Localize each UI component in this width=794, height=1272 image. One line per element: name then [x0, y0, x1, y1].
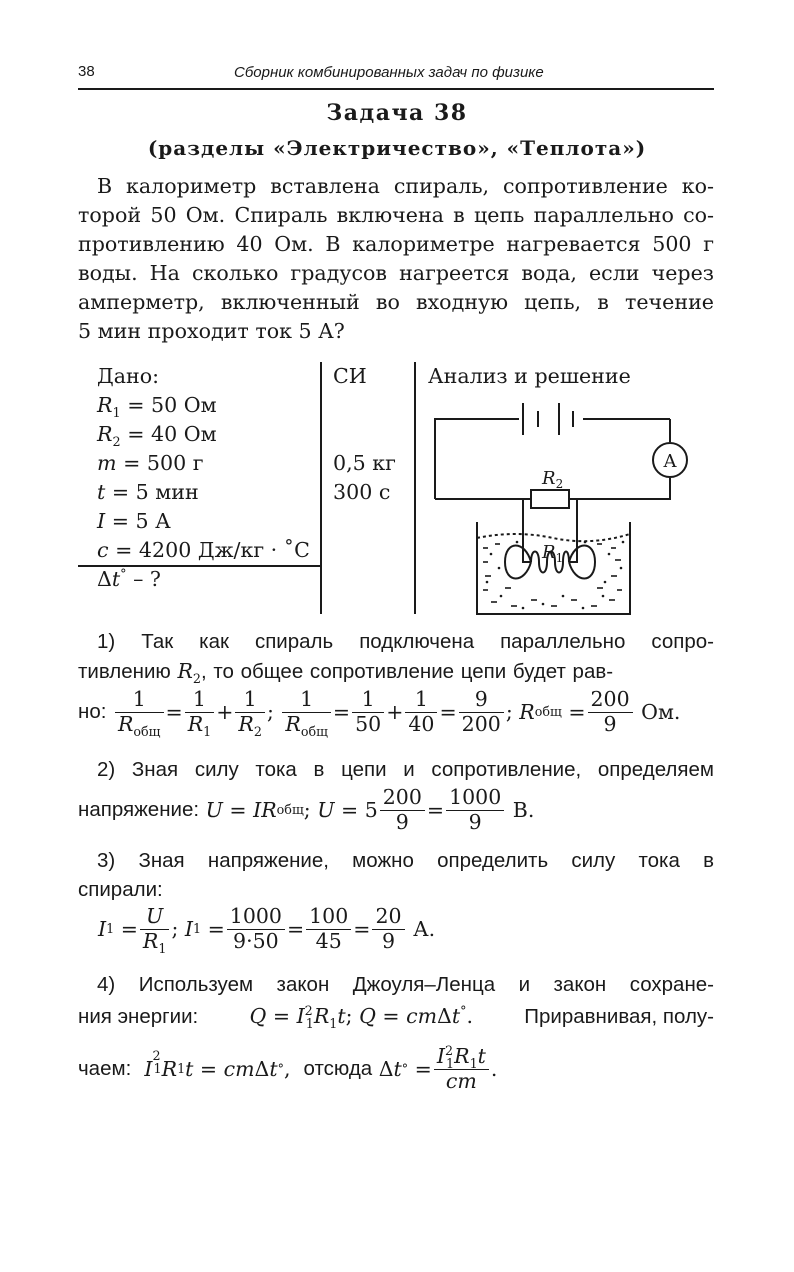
- given-t: t = 5 мин: [97, 480, 199, 504]
- resistor-r2: [531, 490, 569, 508]
- wire-top: [435, 419, 519, 499]
- statement-line: В калориметр вставлена спираль, сопротивление ко-: [97, 174, 714, 198]
- step4-formula: чаем: I 21 R 1 t = cm Δ t ° , отсюда Δ t ° = $\frac{I_{21}R_1t}{cm}$ .: [78, 1043, 498, 1093]
- step1-line1: 1) Так как спираль подключена параллельно сопро-: [97, 630, 714, 653]
- si-t: 300 с: [333, 480, 391, 504]
- table-divider-si: [320, 362, 322, 614]
- step2-formula: напряжение: U = IR общ ; U = 5 $\frac{200}{9}$ = $\frac{1000}{9}$ В.: [78, 785, 535, 834]
- given-r1: $R_1 = 50$ Ом: [97, 393, 217, 422]
- running-title: Сборник комбинированных задач по физике: [234, 64, 544, 81]
- given-unknown: Δt° – ?: [97, 567, 161, 591]
- step2-line1: 2) Зная силу тока в цепи и сопротивление, определяем: [97, 758, 714, 781]
- statement-line: амперметр, включенный во входную цепь, в течение: [78, 290, 714, 314]
- given-r2: $R_2 = 40$ Ом: [97, 422, 217, 451]
- table-divider-analysis: [414, 362, 416, 614]
- r2-label: $R_2$: [542, 468, 564, 491]
- water-surface: [477, 534, 630, 541]
- col-analysis-header: Анализ и решение: [428, 364, 631, 388]
- statement-line: 5 мин проходит ток 5 А?: [78, 319, 345, 343]
- step4-line1: 4) Используем закон Джоуля–Ленца и закон сохране-: [97, 973, 714, 996]
- step4-line2: ния энергии: $Q = I_{21}R_1t$; Q = cmΔt°. Приравнивая, полу-: [78, 1003, 714, 1032]
- col-si-header: СИ: [333, 364, 367, 388]
- step3-line2: спирали:: [78, 878, 163, 901]
- statement-line: воды. На сколько градусов нагреется вода, если через: [78, 261, 714, 285]
- col-given-header: Дано:: [97, 364, 160, 388]
- step3-line1: 3) Зная напряжение, можно определить силу тока в: [97, 849, 714, 872]
- given-c: c = 4200 Дж/кг · ˚С: [97, 538, 310, 562]
- page-number: 38: [78, 63, 95, 80]
- step3-formula: I 1 = $\frac{U}{R_1}$ ; I 1 = $\frac{1000}{9\cdot 50}$ = $\frac{100}{45}$ = $\frac{20}{9}$ А.: [98, 904, 436, 956]
- ammeter-label: A: [663, 451, 677, 472]
- header-rule: [78, 88, 714, 90]
- circuit-diagram: [425, 392, 715, 620]
- r1-label: $R_1$: [542, 542, 564, 565]
- statement-line: противлению 40 Ом. В калориметре нагревается 500 г: [78, 232, 714, 256]
- step1-line2: тивлению $R_2$, то общее сопротивление цепи будет рав-: [78, 659, 614, 687]
- problem-title: Задача 38: [326, 100, 468, 126]
- si-m: 0,5 кг: [333, 451, 396, 475]
- given-m: m = 500 г: [97, 451, 204, 475]
- problem-subtitle: (разделы «Электричество», «Теплота»): [147, 136, 647, 160]
- given-i: I = 5 А: [97, 509, 171, 533]
- step1-formula: но: $\frac{1}{R_{общ}}$ = $\frac{1}{R_1}$ + $\frac{1}{R_2}$ ; $\frac{1}{R_{общ}}$ = $\frac{1}{50}$ + $\frac{1}{40}$ = $\frac{9}{200}$ ; R общ = $\frac{200}{9}$ Ом.: [78, 687, 681, 739]
- statement-line: торой 50 Ом. Спираль включена в цепь параллельно со-: [78, 203, 714, 227]
